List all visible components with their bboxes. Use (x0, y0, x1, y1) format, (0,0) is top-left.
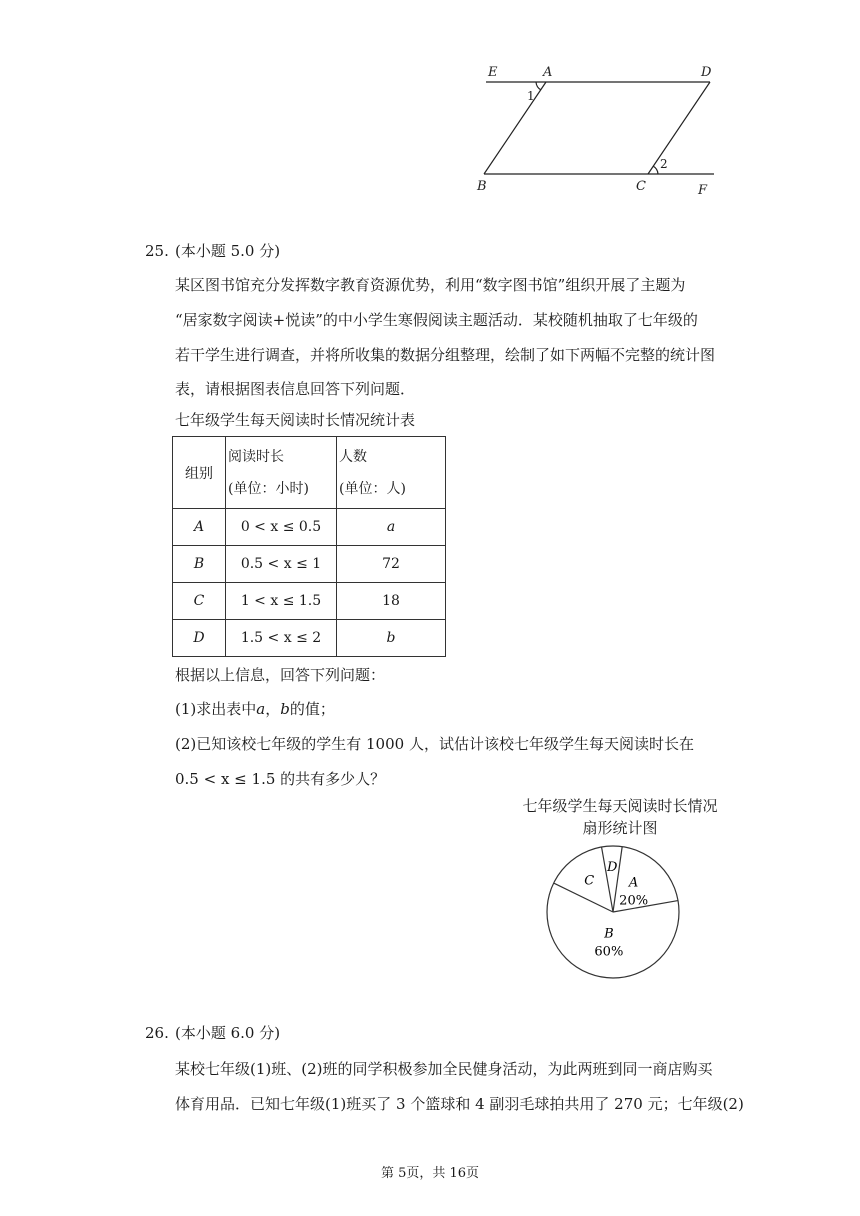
q26-line-1: 某校七年级(1)班、(2)班的同学积极参加全民健身活动，为此两班到同一商店购买 (175, 1060, 713, 1078)
header-time-line1: 阅读时长 (228, 448, 284, 465)
sub2-post: 的共有多少人？ (275, 770, 386, 788)
pie-slice-label-a: A (628, 875, 639, 891)
q25-para-line-1: 某区图书馆充分发挥数字教育资源优势，利用“数字图书馆”组织开展了主题为 (175, 276, 686, 294)
sub2-ineq: 0.5 < x ≤ 1.5 (175, 770, 276, 788)
label-angle-1: 1 (527, 89, 535, 103)
page-footer: 第 5页，共 16页 (380, 1166, 480, 1181)
header-group: 组别 (173, 437, 226, 509)
table-header-row (173, 437, 446, 509)
segment-dc (648, 82, 710, 174)
pie-svg (545, 844, 687, 980)
pie-slice-label-b: B (604, 926, 614, 942)
pie-slice-label-d: D (606, 860, 618, 876)
segment-ab (484, 82, 546, 174)
q25-number: 25. (145, 242, 169, 260)
q26-number: 26. (145, 1024, 169, 1042)
label-e: E (488, 65, 498, 80)
q26-line-2: 体育用品．已知七年级(1)班买了 3 个篮球和 4 副羽毛球拍共用了 270 元；七年级(2) (175, 1095, 744, 1113)
pie-chart (505, 796, 735, 986)
header-count-line2: (单位：人) (339, 480, 406, 497)
sub1-pre: (1)求出表中 (175, 700, 257, 718)
row-b-range: 0.5 < x ≤ 1 (226, 546, 337, 583)
sub-question-1 (175, 698, 335, 720)
sub1-var-b: b (280, 700, 290, 718)
row-c-range: 1 < x ≤ 1.5 (226, 583, 337, 620)
header-time-line2: (单位：小时) (228, 480, 309, 497)
sub-question-2-line1: (2)已知该校七年级的学生有 1000 人，试估计该校七年级学生每天阅读时长在 (175, 735, 694, 753)
row-a-range: 0 < x ≤ 0.5 (226, 509, 337, 546)
q26-score: (本小题 6.0 分) (175, 1024, 281, 1042)
q25-para-line-4: 表，请根据图表信息回答下列问题． (175, 380, 416, 398)
table-row (173, 546, 446, 583)
label-c: C (636, 179, 646, 194)
pie-title-line2: 扇形统计图 (582, 819, 658, 837)
table-row (173, 583, 446, 620)
label-d: D (701, 65, 712, 80)
sub1-sep: ， (265, 700, 281, 718)
table-row (173, 620, 446, 657)
row-a-count: a (337, 509, 446, 546)
row-b-group: B (173, 546, 226, 583)
after-table-text: 根据以上信息，回答下列问题： (175, 666, 386, 684)
label-angle-2: 2 (660, 157, 668, 171)
angle-2-arc (653, 166, 658, 174)
table-row (173, 509, 446, 546)
header-count-line1: 人数 (339, 448, 367, 465)
row-d-range: 1.5 < x ≤ 2 (226, 620, 337, 657)
angle-1-arc (536, 82, 541, 90)
header-count (337, 437, 446, 509)
pie-slice-percent-b: 60% (594, 944, 624, 960)
row-d-group: D (173, 620, 226, 657)
sub1-var-a: a (256, 700, 266, 718)
q25-para-line-2: “居家数字阅读+悦读”的中小学生寒假阅读主题活动．某校随机抽取了七年级的 (175, 311, 698, 329)
pie-title-line1: 七年级学生每天阅读时长情况 (522, 797, 718, 815)
row-c-group: C (173, 583, 226, 620)
q25-para-line-3: 若干学生进行调查，并将所收集的数据分组整理，绘制了如下两幅不完整的统计图 (175, 346, 716, 364)
label-a: A (543, 65, 553, 80)
label-f: F (698, 183, 708, 198)
statistics-table (172, 436, 446, 657)
geometry-figure (470, 62, 730, 202)
row-c-count: 18 (337, 583, 446, 620)
sub1-post: 的值； (289, 700, 335, 718)
row-a-group: A (173, 509, 226, 546)
q25-score: (本小题 5.0 分) (175, 242, 281, 260)
pie-slice-percent-a: 20% (619, 893, 649, 909)
pie-slice-label-c: C (584, 873, 595, 889)
header-time (226, 437, 337, 509)
label-b: B (477, 179, 487, 194)
row-d-count: b (337, 620, 446, 657)
row-b-count: 72 (337, 546, 446, 583)
sub-question-2-line2 (175, 768, 385, 790)
table-title: 七年级学生每天阅读时长情况统计表 (175, 411, 416, 429)
